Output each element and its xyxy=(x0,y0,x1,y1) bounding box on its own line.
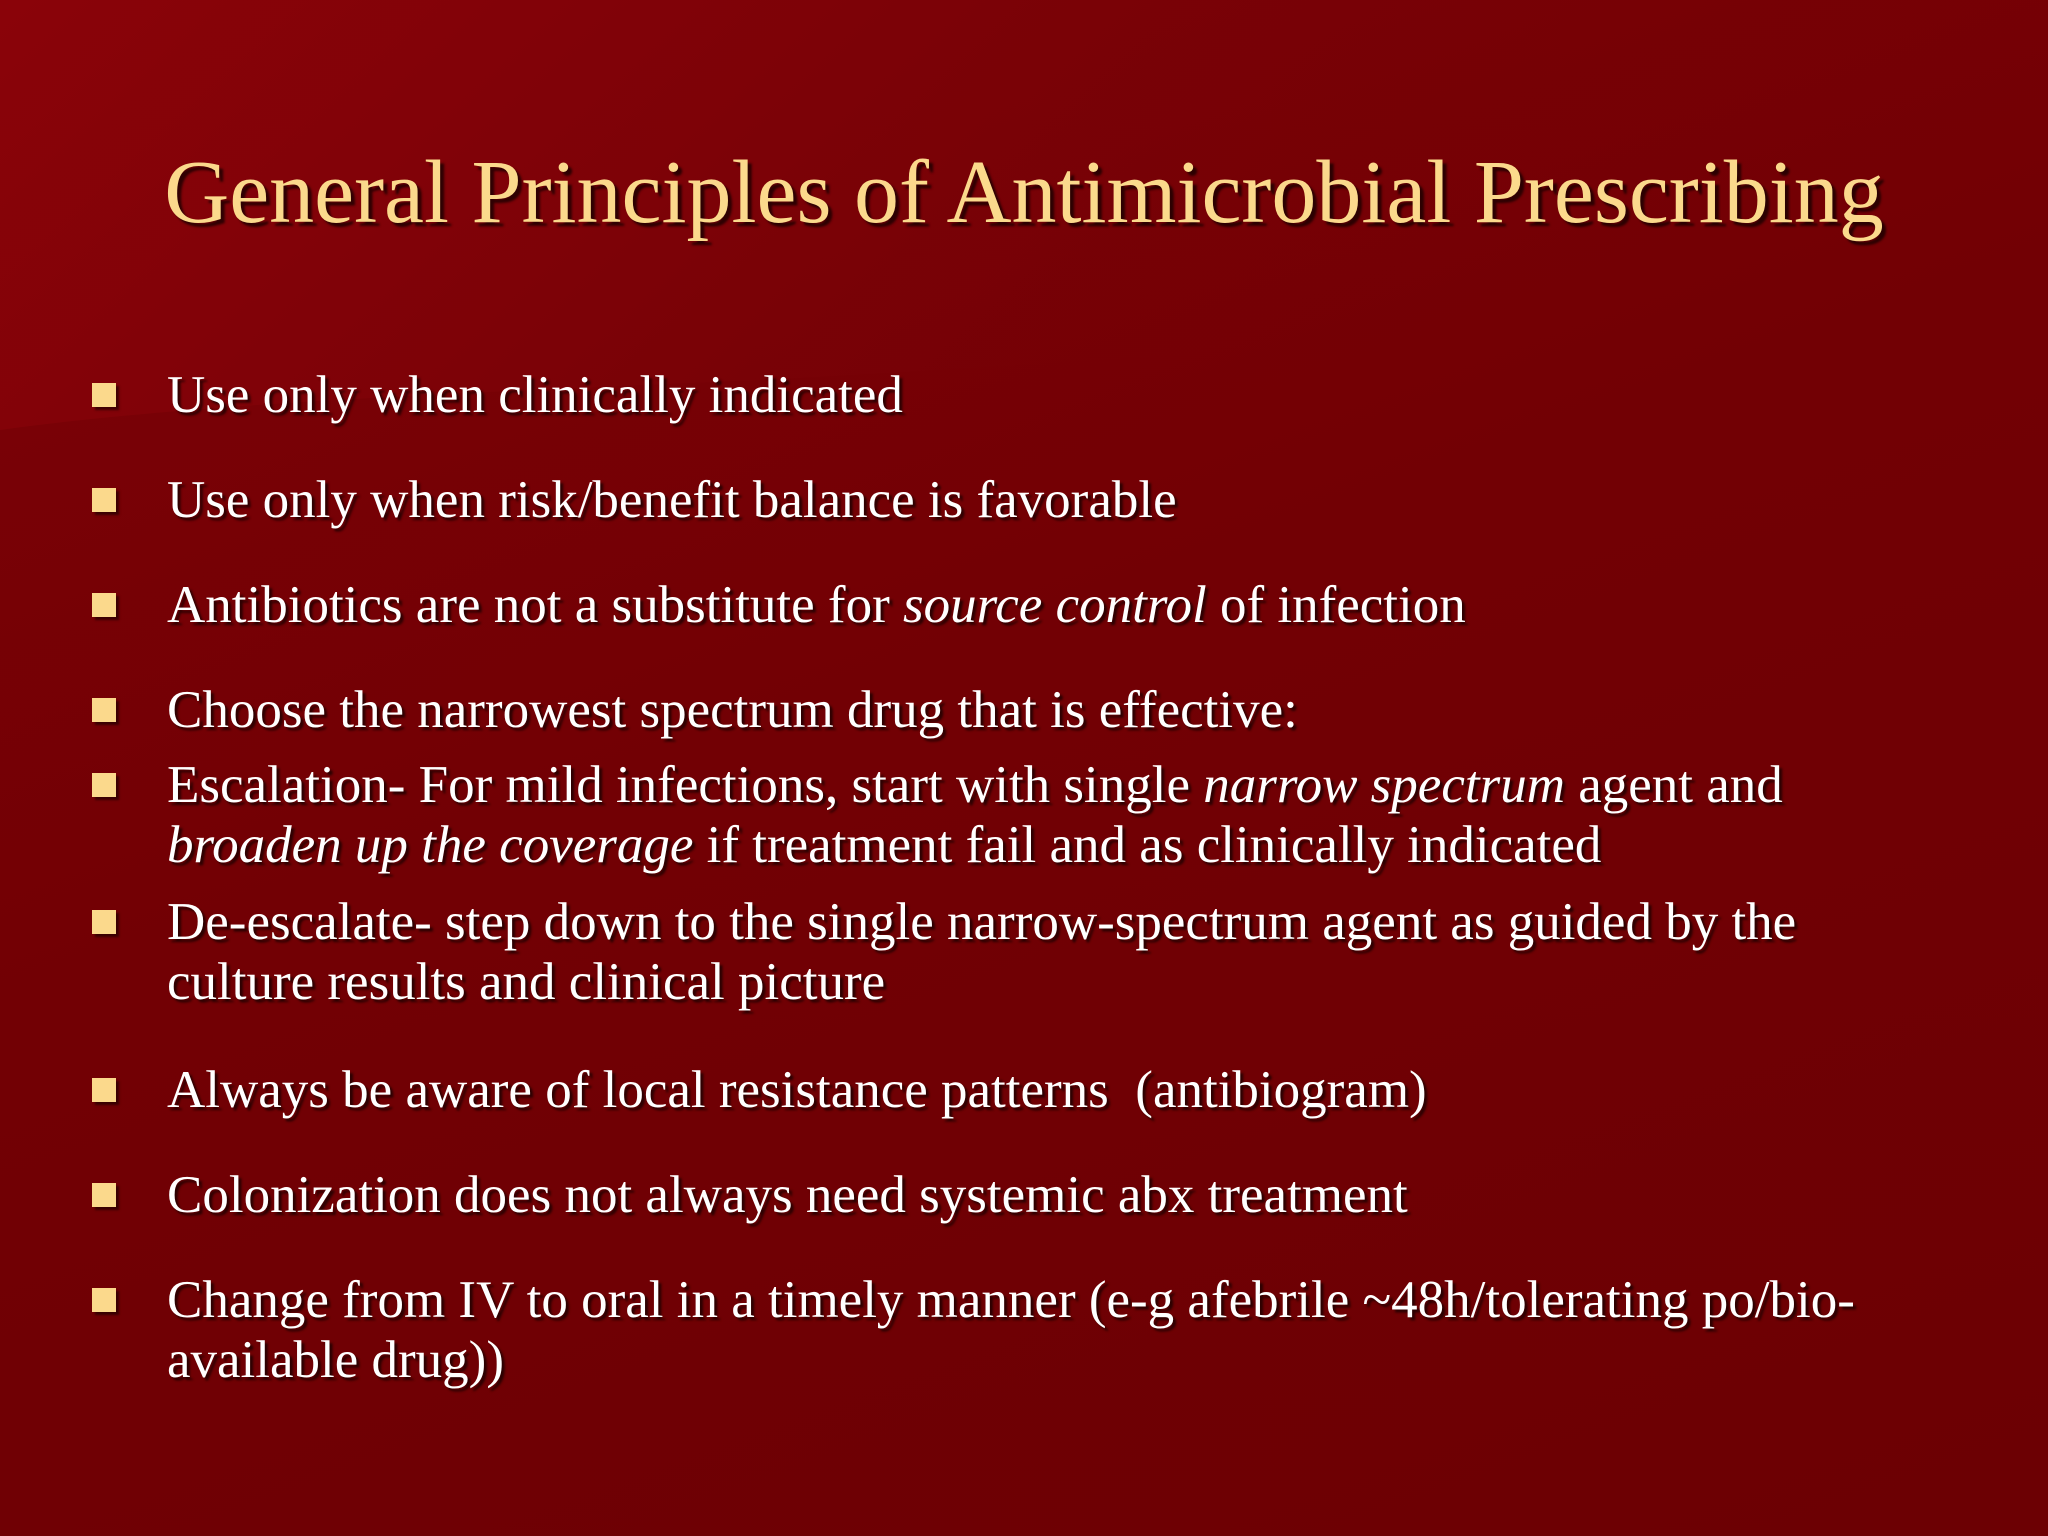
bullet-item xyxy=(92,755,1992,875)
bullet-item xyxy=(92,680,1992,740)
text-segment: Escalation- For mild infections, start with single xyxy=(167,756,1204,814)
bullet-text-line xyxy=(167,1060,2037,1120)
slide-title: General Principles of Antimicrobial Prescribing xyxy=(164,143,1884,242)
text-segment: Change from IV to oral in a timely manner (e-g afebrile ~48h/tolerating po/bio- xyxy=(167,1271,1855,1329)
bullet-item xyxy=(92,1270,1992,1390)
bullet-text xyxy=(167,575,2037,635)
square-bullet-icon xyxy=(92,773,116,797)
italic-text-segment: narrow spectrum xyxy=(1203,756,1565,814)
text-segment: Choose the narrowest spectrum drug that is effective: xyxy=(167,681,1298,739)
square-bullet-icon xyxy=(92,488,116,512)
bullet-item xyxy=(92,892,1992,1012)
italic-text-segment: source control xyxy=(902,576,1207,634)
bullet-item xyxy=(92,470,1992,530)
bullet-item xyxy=(92,575,1992,635)
bullet-text-line xyxy=(167,892,2037,952)
text-segment: Use only when clinically indicated xyxy=(167,366,903,424)
bullet-text-line xyxy=(167,575,2037,635)
text-segment: Always be aware of local resistance patterns (antibiogram) xyxy=(167,1061,1427,1119)
bullet-text-line xyxy=(167,365,2037,425)
bullet-item xyxy=(92,1165,1992,1225)
square-bullet-icon xyxy=(92,383,116,407)
bullet-text xyxy=(167,1060,2037,1120)
italic-text-segment: broaden up the coverage xyxy=(167,816,694,874)
text-segment: agent and xyxy=(1564,756,1783,814)
square-bullet-icon xyxy=(92,910,116,934)
bullet-text-line xyxy=(167,755,2037,815)
bullet-item xyxy=(92,1060,1992,1120)
bullet-text-line xyxy=(167,1165,2037,1225)
square-bullet-icon xyxy=(92,1078,116,1102)
bullet-text-line xyxy=(167,680,2037,740)
text-segment: Antibiotics are not a substitute for xyxy=(167,576,903,634)
text-segment: Colonization does not always need systemic abx treatment xyxy=(167,1166,1408,1224)
bullet-item xyxy=(92,365,1992,425)
bullet-text xyxy=(167,1165,2037,1225)
bullet-text xyxy=(167,365,2037,425)
text-segment: culture results and clinical picture xyxy=(167,953,886,1011)
bullet-text xyxy=(167,470,2037,530)
square-bullet-icon xyxy=(92,698,116,722)
bullet-text xyxy=(167,1270,2037,1390)
bullet-text xyxy=(167,892,2037,1012)
text-segment: available drug)) xyxy=(167,1331,504,1389)
bullet-text-line xyxy=(167,952,2037,1012)
square-bullet-icon xyxy=(92,593,116,617)
square-bullet-icon xyxy=(92,1288,116,1312)
square-bullet-icon xyxy=(92,1183,116,1207)
text-segment: of infection xyxy=(1206,576,1466,634)
text-segment: Use only when risk/benefit balance is favorable xyxy=(167,471,1177,529)
text-segment: De-escalate- step down to the single narrow-spectrum agent as guided by the xyxy=(167,893,1797,951)
bullet-text-line xyxy=(167,1270,2037,1330)
bullet-text xyxy=(167,755,2037,875)
bullet-text-line xyxy=(167,1330,2037,1390)
bullet-text-line xyxy=(167,470,2037,530)
bullet-text xyxy=(167,680,2037,740)
bullet-text-line xyxy=(167,815,2037,875)
text-segment: if treatment fail and as clinically indicated xyxy=(693,816,1602,874)
